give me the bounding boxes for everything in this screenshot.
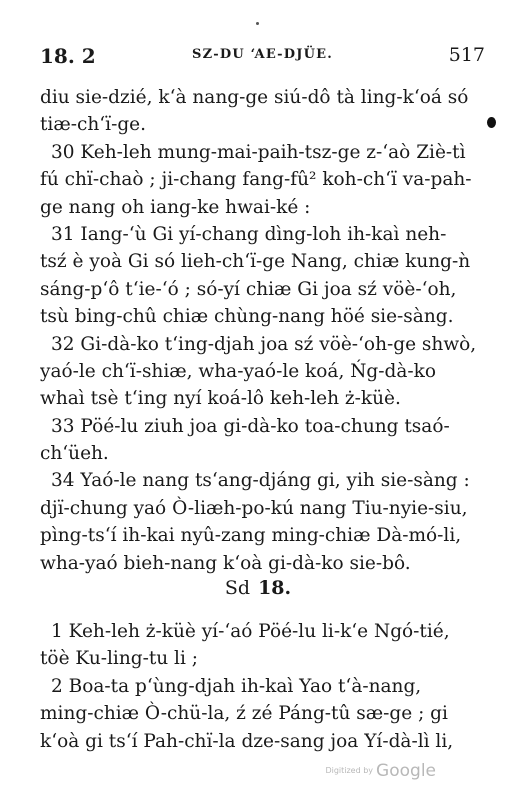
running-header xyxy=(40,44,485,70)
text-line: ge nang oh iang-ke hwai-ké : xyxy=(40,196,311,218)
section-heading-prefix: Sd xyxy=(224,577,251,599)
text-line: k‘oà gi ts‘í Pah-chï-la dze-sang joa Yí-dà-lì li, xyxy=(40,730,454,752)
text-line: diu sie-dzié, k‘à nang-ge siú-dô tà ling-k‘oá só xyxy=(40,87,469,108)
digitization-watermark xyxy=(325,760,436,781)
text-line: 2 Boa-ta p‘ùng-djah ih-kaì Yao t‘à-nang, xyxy=(51,675,422,697)
text-line: 30 Keh-leh mung-mai-paih-tsz-ge z-‘aò Ziè-tì xyxy=(51,141,466,163)
main-text-block xyxy=(40,84,485,577)
watermark-caption: Digitized by xyxy=(325,766,374,775)
text-line: 1 Keh-leh ż-küè yí-‘aó Pöé-lu li-k‘e Ngó-tié, xyxy=(51,621,450,642)
text-line: töè Ku-ling-tu li ; xyxy=(40,648,198,670)
margin-ink-dot xyxy=(487,117,496,128)
text-line: ming-chiæ Ò-chü-la, ź zé Páng-tû sæ-ge ; gi xyxy=(40,703,448,725)
text-line: whaì tsè t‘ing nyí koá-lô keh-leh ż-küè. xyxy=(40,388,401,410)
text-line: 31 Iang-‘ù Gi yí-chang dìng-loh ih-kaì neh- xyxy=(51,223,447,245)
text-line: tsź è yoà Gi só lieh-ch‘ï-ge Nang, chiæ kung-ǹ xyxy=(40,251,471,273)
text-line: wha-yaó bieh-nang k‘oà gi-dà-ko sie-bô. xyxy=(40,552,411,574)
text-line: tiæ-ch‘ï-ge. xyxy=(40,114,146,136)
page-number: 517 xyxy=(448,44,485,66)
text-line: 33 Pöé-lu ziuh joa gi-dà-ko toa-chung tsaó- xyxy=(51,415,450,437)
header-title: SZ-DU ‘AE-DJÜE. xyxy=(192,47,333,62)
section-heading-number: 18. xyxy=(258,577,292,599)
text-line: pìng-ts‘í ih-kai nyû-zang ming-chiæ Dà-mó-li, xyxy=(40,525,462,547)
text-line: yaó-le ch‘ï-shiæ, wha-yaó-le koá, Ńg-dà-ko xyxy=(40,360,436,382)
text-line: djï-chung yaó Ò-liæh-po-kú nang Tiu-nyie-siu, xyxy=(40,497,468,519)
text-line: tsù bing-chû chiæ chùng-nang höé sie-sàng. xyxy=(40,306,454,328)
text-line: 32 Gi-dà-ko t‘ing-djah joa sź vöè-‘oh-ge shwò, xyxy=(51,333,477,355)
text-line: 34 Yaó-le nang ts‘ang-djáng gi, yih sie-sàng : xyxy=(51,470,470,492)
text-line: fú chï-chaò ; ji-chang fang-fû² koh-ch‘ï va-pah- xyxy=(40,169,472,191)
watermark-logo: Google xyxy=(376,760,436,781)
section-heading xyxy=(0,577,516,599)
header-section-ref: 18. 2 xyxy=(40,44,96,68)
text-line: sáng-p‘ô t‘ie-‘ó ; só-yí chiæ Gi joa sź vöè-‘oh, xyxy=(40,278,457,300)
print-speck xyxy=(256,22,259,25)
text-line: ch‘üeh. xyxy=(40,443,109,465)
section-text-block xyxy=(40,618,485,755)
